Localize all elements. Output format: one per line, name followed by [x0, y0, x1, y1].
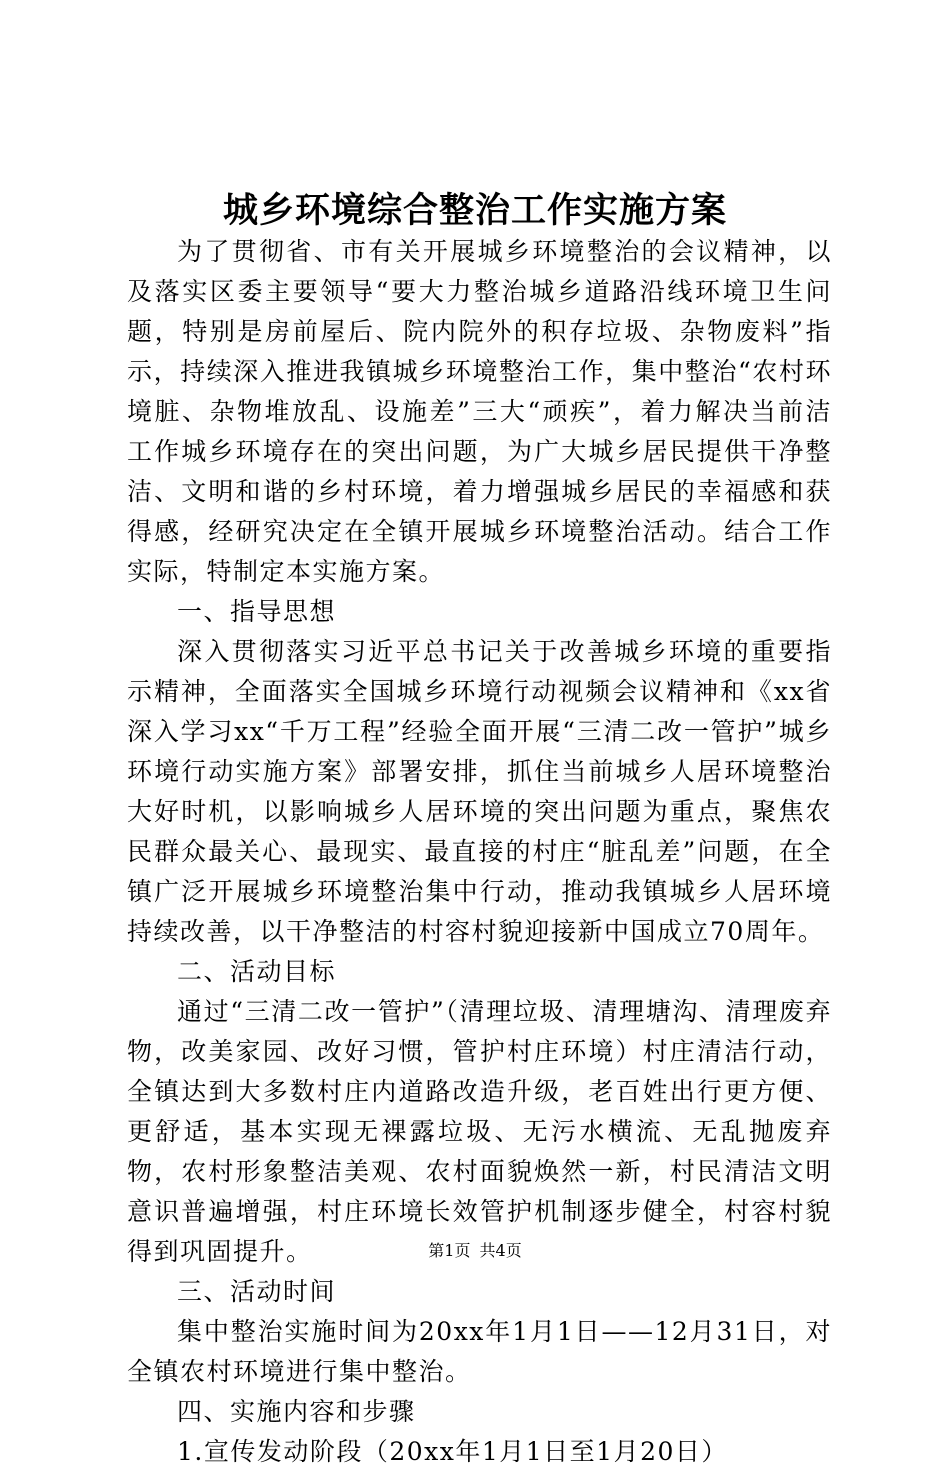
- activity-goals-paragraph: 通过“三清二改一管护”（清理垃圾、清理塘沟、清理废弃物，改美家园、改好习惯，管护村庄环境）村庄清洁行动，全镇达到大多数村庄内道路改造升级，老百姓出行更方便、更舒适，基本实现无裸露垃圾、无污水横流、无乱抛废弃物，农村形象整洁美观、农村面貌焕然一新，村民清洁文明意识普遍增强，村庄环境长效管护机制逐步健全，村容村貌得到巩固提升。: [127, 997, 832, 1266]
- section-heading-activity-goals: 二、活动目标: [177, 957, 337, 986]
- guiding-ideology-paragraph: 深入贯彻落实习近平总书记关于改善城乡环境的重要指示精神，全面落实全国城乡环境行动视频会议精神和《xx省深入学习xx“千万工程”经验全面开展“三清二改一管护”城乡环境行动实施方案》部署安排，抓住当前城乡人居环境整治大好时机，以影响城乡人居环境的突出问题为重点，聚焦农民群众最关心、最现实、最直接的村庄“脏乱差”问题，在全镇广泛开展城乡环境整治集中行动，推动我镇城乡人居环境持续改善，以干净整洁的村容村貌迎接新中国成立70周年。: [127, 637, 832, 946]
- page-total: 共4页: [479, 1241, 522, 1260]
- intro-paragraph: 为了贯彻省、市有关开展城乡环境整治的会议精神，以及落实区委主要领导“要大力整治城乡道路沿线环境卫生问题，特别是房前屋后、院内院外的积存垃圾、杂物废料”指示，持续深入推进我镇城乡环境整治工作，集中整治“农村环境脏、杂物堆放乱、设施差”三大“顽疾”，着力解决当前洁工作城乡环境存在的突出问题，为广大城乡居民提供干净整洁、文明和谐的乡村环境，着力增强城乡居民的幸福感和获得感，经研究决定在全镇开展城乡环境整治活动。结合工作实际，特制定本实施方案。: [127, 237, 832, 586]
- implementation-step-1: 1.宣传发动阶段（20xx年1月1日至1月20日）: [177, 1437, 728, 1466]
- page-number: 第1页: [428, 1241, 471, 1260]
- section-heading-implementation: 四、实施内容和步骤: [177, 1397, 416, 1426]
- page-footer: [0, 1240, 950, 1262]
- document-title: 城乡环境综合整治工作实施方案: [222, 191, 727, 231]
- section-heading-guiding-ideology: 一、指导思想: [177, 597, 337, 626]
- section-heading-activity-time: 三、活动时间: [177, 1277, 337, 1306]
- document-body: [127, 232, 832, 1472]
- activity-time-paragraph: 集中整治实施时间为20xx年1月1日——12月31日，对全镇农村环境进行集中整治。: [127, 1317, 832, 1386]
